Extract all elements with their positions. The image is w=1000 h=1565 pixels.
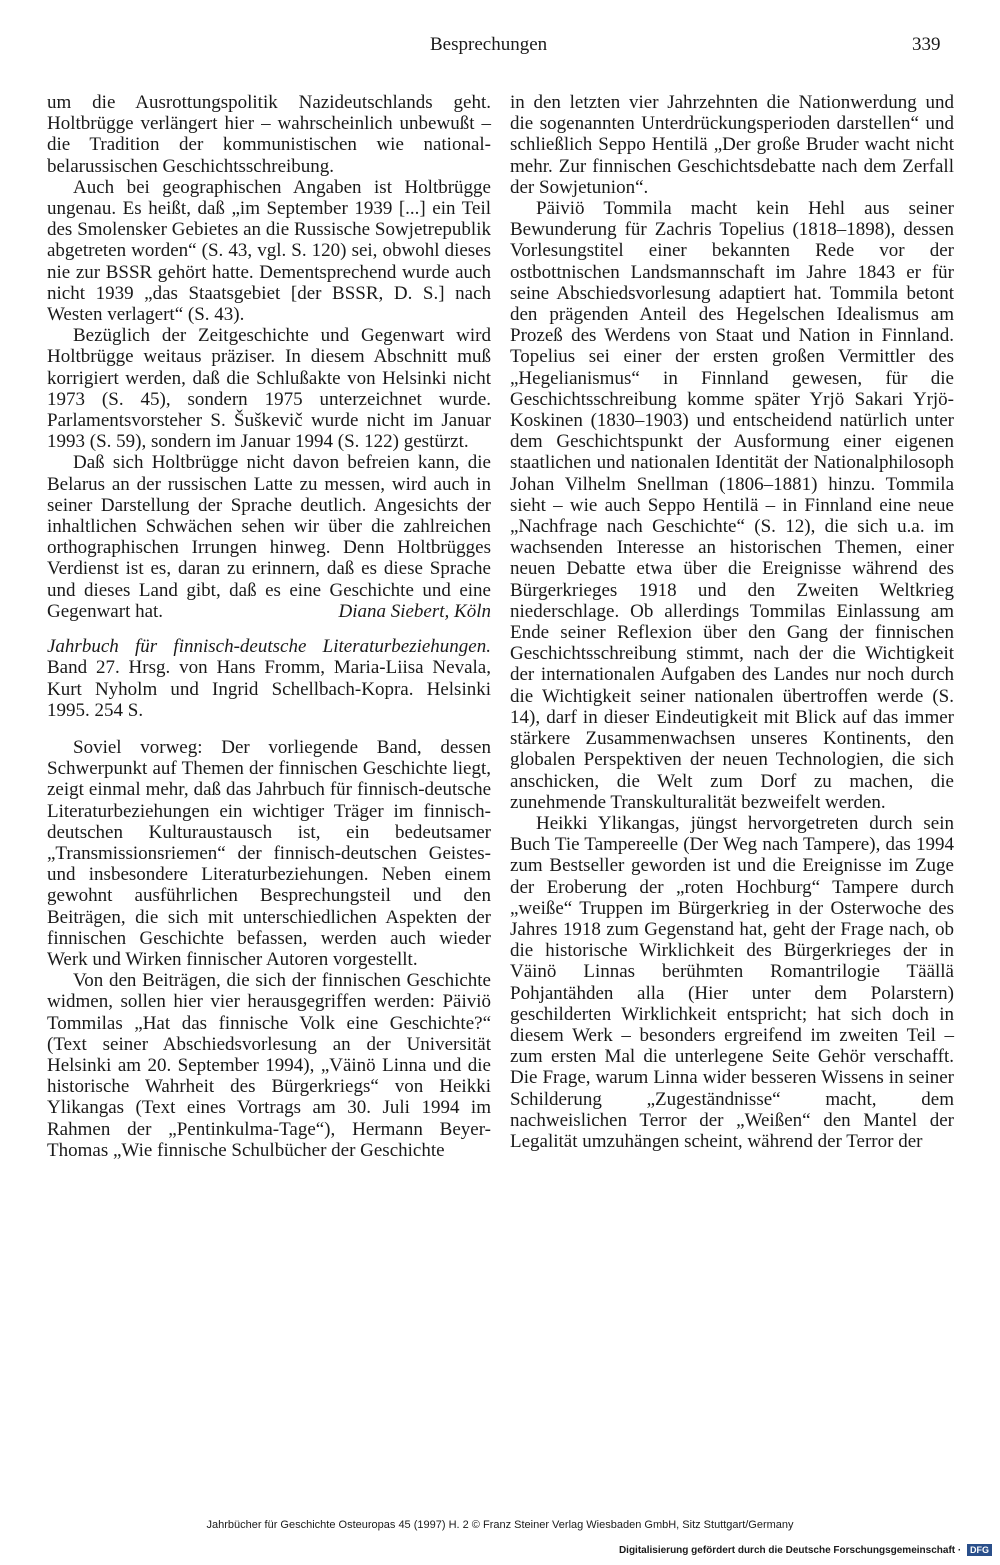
running-head: Besprechungen [430,34,548,55]
book-title: Jahrbuch für finnisch-deutsche Literaturbeziehungen. [47,636,491,658]
dfg-logo: DFG [967,1544,992,1556]
paragraph: Von den Beiträgen, die sich der finnischen Geschichte widmen, sollen hier vier herausgegriffen werden: Päiviö Tommilas „Hat das finnische Volk eine Geschichte?“ (Text seiner Abschiedsvorlesung an der Universität Helsinki am 20. September 1994), „Väinö Linna und die historische Wahrheit des Bürgerkriegs“ von Heikki Ylikangas (Text eines Vortrags am 30. Juli 1994 im Rahmen der „Pentinkulma-Tage“), Hermann Beyer-Thomas „Wie finnische Schulbücher der Geschichte [47,970,491,1161]
paragraph: um die Ausrottungspolitik Nazideutschlands geht. Holtbrügge verlängert hier – wahrscheinlich unbewußt – die Tradition der kommunistischen wie national-belarussischen Geschichtsschreibung. [47,92,491,177]
book-details: Band 27. Hrsg. von Hans Fromm, Maria-Liisa Nevala, Kurt Nyholm und Ingrid Schellbach-Kopra. Helsinki 1995. 254 S. [47,657,491,721]
book-citation [47,636,491,721]
dfg-note-text: Digitalisierung gefördert durch die Deutsche Forschungsgemeinschaft · [618,1545,962,1556]
page-header [0,34,1000,58]
page-footer: Jahrbücher für Geschichte Osteuropas 45 (1997) H. 2 © Franz Steiner Verlag Wiesbaden GmbH, Sitz Stuttgart/Germany [206,1519,794,1531]
paragraph: Daß sich Holtbrügge nicht davon befreien kann, die Belarus an der russischen Latte zu messen, wird auch in seiner Darstellung der Sprache deutlich. Angesichts der inhaltlichen Schwächen sehen wir über die zahlreichen orthographischen Irrungen hinweg. Denn Holtbrügges Verdienst ist es, daran zu erinnern, daß es diese Sprache und dieses Land gibt, daß es eine Geschichte und eine Gegenwart hat. [47,452,491,622]
paragraph: Soviel vorweg: Der vorliegende Band, dessen Schwerpunkt auf Themen der finnischen Geschichte liegt, zeigt einmal mehr, daß das Jahrbuch für finnisch-deutsche Literaturbeziehungen ein wichtiger Träger im finnisch-deutschen Kulturaustausch ist, ein bedeutsamer „Transmissionsriemen“ der finnisch-deutschen Geistes- und insbesondere Literaturbeziehungen. Neben einem gewohnt ausführlichen Besprechungsteil und den Beiträgen, die sich mit unterschiedlichen Aspekten der finnischen Geschichte befassen, werden auch wieder Werk und Wirken finnischer Autoren vorgestellt. [47,736,491,970]
left-column [47,92,491,1161]
paragraph: Bezüglich der Zeitgeschichte und Gegenwart wird Holtbrügge weitaus präziser. In diesem Abschnitt muß korrigiert werden, daß die Schlußakte von Helsinki nicht 1973 (S. 45), sondern 1975 unterzeichnet wurde. Parlamentsvorsteher S. Šuškevič wurde nicht im Januar 1993 (S. 59), sondern im Januar 1994 (S. 122) gestürzt. [47,325,491,453]
review-signature: Diana Siebert, Köln [338,600,491,622]
page-number: 339 [912,34,941,55]
paragraph: Heikki Ylikangas, jüngst hervorgetreten durch sein Buch Tie Tampereelle (Der Weg nach Tampere), das 1994 zum Bestseller geworden ist und die Ereignisse im Zuge der Eroberung der „roten Hochburg“ Tampere durch „weiße“ Truppen im Bürgerkrieg in der Osterwoche des Jahres 1918 zum Gegenstand hat, geht der Frage nach, ob die historische Wirklichkeit des Bürgerkrieges der in Väinö Linnas berühmten Romantrilogie Täällä Pohjantähden alla (Hier unter dem Polarstern) geschilderten Wirklichkeit entspricht; hat sich doch in diesem Werk – besonders ergreifend im zweiten Teil – zum ersten Mal die unterlegene Seite Gehör verschafft. Die Frage, warum Linna wider besseren Wissens in seiner Schilderung „Zugeständnisse“ macht, dem nachweislichen Terror der „Weißen“ den Mantel der Legalität umzuhängen scheint, während der Terror der [510,812,954,1152]
paragraph: Auch bei geographischen Angaben ist Holtbrügge ungenau. Es heißt, daß „im September 1939 [...] ein Teil des Smolensker Gebietes an die Russische Sowjetrepublik abgetreten worden“ (S. 43, vgl. S. 120) sei, obwohl dieses nie zur BSSR gehört hatte. Dementsprechend wurde auch nicht 1939 „das Staatsgebiet [der BSSR, D. S.] nach Westen verlagert“ (S. 43). [47,176,491,326]
dfg-note [619,1544,992,1556]
paragraph: Päiviö Tommila macht kein Hehl aus seiner Bewunderung für Zachris Topelius (1818–1898), dessen Vorlesungstitel einer bekannten Rede vor der ostbottnischen Landsmannschaft im Jahre 1843 er für seine Abschiedsvorlesung adaptiert hat. Tommila betont den prägenden Anteil des Hegelschen Idealismus am Prozeß des Werdens von Staat und Nation in Finnland. Topelius sei einer der ersten großen Vermittler des „Hegelianismus“ in Finnland gewesen, für die Geschichtsschreibung komme später Yrjö Sakari Yrjö-Koskinen (1830–1903) und entscheidend natürlich unter dem Geschichtspunkt der Ausformung einer eigenen staatlichen und nationalen Identität der Nationalphilosoph Johan Vilhelm Snellman (1806–1881) hinzu. Tommila sieht – wie auch Seppo Hentilä – in Finnland eine neue „Nachfrage nach Geschichte“ (S. 12), die sich u.a. im wachsenden Interesse an historischen Themen, einer neuen Debatte etwa über die Ereignisse während des Bürgerkrieges 1918 und den Zweiten Weltkrieg niederschlage. Ob allerdings Tommilas Einlassung am Ende seiner Reflexion über den Gang der finnischen Geschichtsschreibung stimmt, nach der die Wichtigkeit der internationalen Aufgaben des Landes nur noch durch die Wichtigkeit seiner nationalen übertroffen werde (S. 14), darf in dieser Eindeutigkeit mit Blick auf das immer stärkere Zusammenwachsen unseres Kontinents, den globalen Perspektiven der neuen Technologien, die sich anschicken, die Welt zum Dorf zu machen, die zunehmende Transkulturalität bezweifelt werden. [510,198,954,813]
paragraph: in den letzten vier Jahrzehnten die Nationwerdung und die sogenannten Unterdrückungsperioden darstellen“ und schließlich Seppo Hentilä „Der große Bruder wacht nicht mehr. Zur finnischen Geschichtsdebatte nach dem Zerfall der Sowjetunion“. [510,92,954,198]
right-column [510,92,954,1152]
